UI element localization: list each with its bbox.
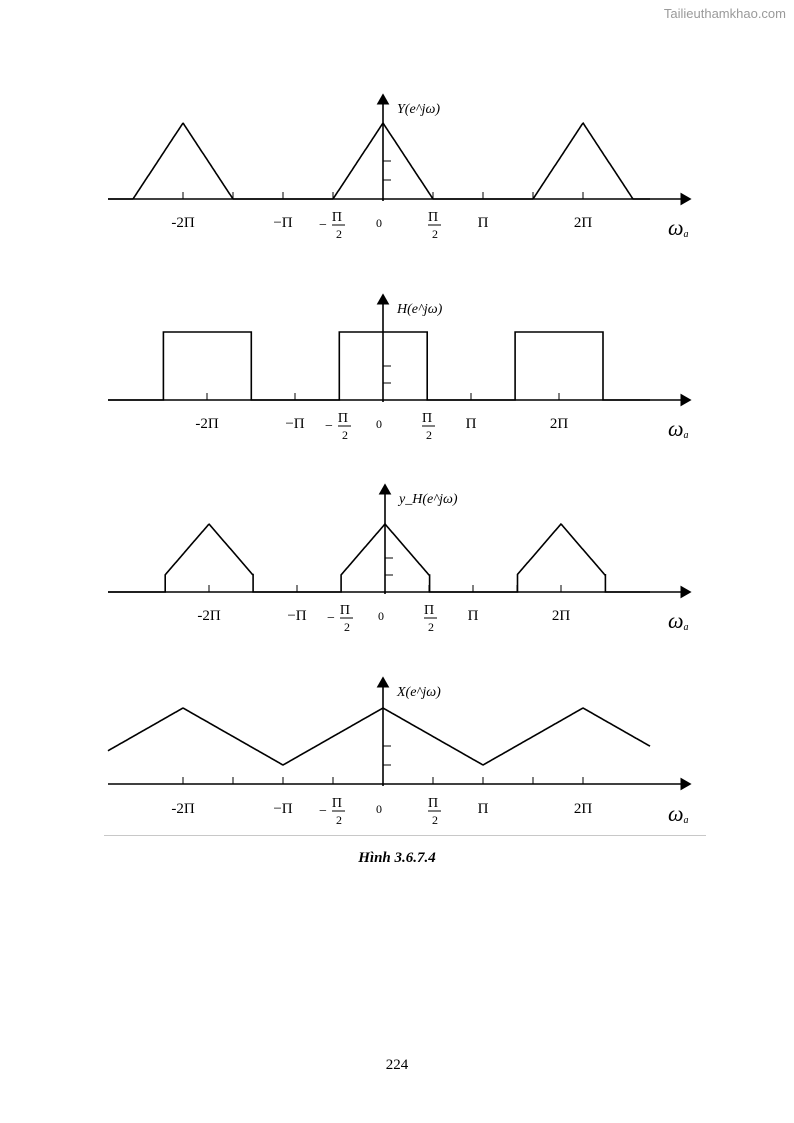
tick-label: Π	[421, 411, 433, 426]
tick-label-zero: 0	[378, 609, 384, 623]
tick-label: −	[327, 611, 335, 626]
figure-caption: Hình 3.6.7.4	[358, 850, 436, 866]
tick-label: 2	[428, 620, 435, 634]
tick-label: 2	[343, 620, 350, 634]
omega-axis-label: ωa	[668, 215, 689, 240]
signal-curve	[108, 708, 650, 765]
y-axis-label: y_H(e^jω)	[399, 492, 458, 507]
y-axis-label: H(e^jω)	[397, 302, 443, 317]
y-axis-label: X(e^jω)	[397, 685, 441, 700]
tick-label: 2Π	[549, 416, 569, 432]
tick-label-zero: 0	[376, 216, 382, 230]
omega-subscript: a	[683, 622, 689, 633]
tick-label: 2	[341, 428, 348, 442]
tick-label: Π	[477, 801, 489, 817]
omega-subscript: a	[683, 229, 689, 240]
page-number: 224	[385, 1057, 409, 1073]
tick-label: Π	[465, 416, 477, 432]
tick-label: −Π	[273, 801, 293, 817]
tick-label: Π	[427, 210, 439, 225]
signal-curve	[108, 524, 650, 592]
tick-label: -2Π	[171, 215, 195, 231]
tick-label: 2	[335, 813, 342, 827]
tick-label: 2	[426, 428, 433, 442]
panel-2	[108, 295, 690, 442]
tick-label: Π	[339, 603, 351, 618]
panel-1	[108, 95, 690, 241]
tick-label: Π	[331, 796, 343, 811]
omega-axis-label: ωa	[668, 608, 689, 633]
tick-label: 2Π	[573, 801, 593, 817]
tick-label: −Π	[285, 416, 305, 432]
omega-axis-label: ωa	[668, 801, 689, 826]
tick-label: 2	[432, 227, 439, 241]
tick-label: Π	[477, 215, 489, 231]
tick-label: Π	[423, 603, 435, 618]
tick-label: Π	[467, 608, 479, 624]
tick-label: 2Π	[551, 608, 571, 624]
tick-label: Π	[331, 210, 343, 225]
signal-curve	[108, 123, 650, 199]
tick-label: 2Π	[573, 215, 593, 231]
tick-label: −	[319, 804, 327, 819]
omega-axis-label: ωa	[668, 416, 689, 441]
panel-4	[108, 678, 690, 827]
tick-label: 2	[432, 813, 439, 827]
omega-subscript: a	[683, 815, 689, 826]
omega-subscript: a	[683, 430, 689, 441]
panel-3	[108, 485, 690, 634]
tick-label: −Π	[287, 608, 307, 624]
tick-label: Π	[337, 411, 349, 426]
tick-label: Π	[427, 796, 439, 811]
tick-label: −	[325, 419, 333, 434]
tick-label: −	[319, 218, 327, 233]
tick-label: -2Π	[197, 608, 221, 624]
tick-label: −Π	[273, 215, 293, 231]
y-axis-label: Y(e^jω)	[397, 102, 441, 117]
watermark: Tailieuthamkhao.com	[663, 6, 786, 21]
tick-label: 2	[335, 227, 342, 241]
separator-rule	[104, 835, 706, 836]
tick-label-zero: 0	[376, 802, 382, 816]
signal-curve	[108, 332, 650, 400]
tick-label: -2Π	[195, 416, 219, 432]
tick-label: -2Π	[171, 801, 195, 817]
tick-label-zero: 0	[376, 417, 382, 431]
